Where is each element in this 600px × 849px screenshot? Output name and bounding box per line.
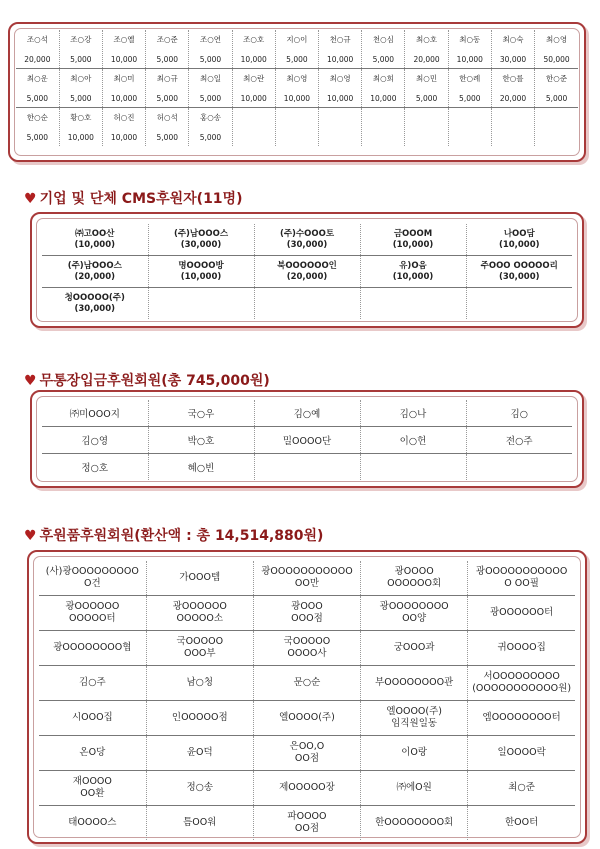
bank-transfer-name: 이○헌: [399, 436, 427, 447]
goods-donor-name: 광OOOOOO OOOOO소: [172, 601, 227, 624]
donor-amount: 5,000: [199, 54, 222, 64]
goods-donor-name: 엘OOOO(주): [279, 712, 335, 723]
donor-cell: [362, 69, 405, 108]
goods-donation-cell: [146, 771, 253, 806]
donor-amount: 20,000: [499, 93, 527, 103]
donor-amount: 5,000: [70, 54, 92, 64]
donor-name: 최○일: [199, 73, 221, 83]
donor-cell: [16, 69, 59, 108]
goods-donation-cell: [253, 701, 360, 736]
corporate-amount: (30,000): [74, 303, 116, 314]
donor-name: 조○강: [70, 34, 92, 44]
bank-transfer-name: 정○호: [81, 463, 109, 474]
goods-donor-name: 김○주: [79, 677, 106, 688]
donor-amount: 5,000: [372, 54, 395, 64]
donor-amount: 10,000: [283, 93, 311, 103]
bank-transfer-table: [42, 400, 572, 480]
corporate-cell: [42, 288, 148, 320]
donor-cell: [16, 30, 59, 69]
donor-amount: 5,000: [156, 132, 178, 142]
individual-donors-table: [16, 30, 578, 146]
corporate-name: 주OOO OOOOO리: [480, 260, 558, 271]
goods-donation-cell: [468, 596, 575, 631]
donor-cell: [535, 69, 578, 108]
goods-donation-cell: [468, 736, 575, 771]
heart-icon: ♥: [24, 191, 37, 207]
corporate-name: 금OOOM: [393, 228, 433, 239]
donor-cell: [362, 108, 405, 147]
goods-donor-name: 광OOOOOO터: [490, 607, 554, 618]
bank-transfer-cell: [148, 400, 254, 427]
donor-cell: [405, 108, 448, 147]
corporate-name: 청OOOOO(주): [64, 292, 125, 303]
donor-name: 조○호: [243, 34, 265, 44]
donor-amount: 10,000: [370, 93, 397, 103]
donor-name: 허○진: [113, 112, 135, 122]
goods-donation-cell: [253, 596, 360, 631]
corporate-amount: (20,000): [286, 271, 328, 282]
donor-name: 최○아: [70, 73, 92, 83]
bank-transfer-section-title: [24, 370, 270, 390]
goods-donation-cell: [468, 561, 575, 596]
donor-amount: 5,000: [26, 132, 49, 142]
bank-transfer-cell: [466, 400, 572, 427]
goods-donation-cell: [39, 631, 146, 666]
donor-cell: [275, 69, 318, 108]
corporate-title-text: 기업 및 단체 CMS후원자(11명): [39, 191, 243, 207]
goods-donation-cell: [39, 771, 146, 806]
donor-name: 최○희: [372, 73, 394, 83]
bank-transfer-cell: [254, 400, 360, 427]
donor-cell: [102, 69, 145, 108]
goods-donor-name: 인OOOOO점: [171, 712, 228, 723]
goods-donation-cell: [361, 806, 468, 841]
donor-name: 천○심: [372, 34, 394, 44]
donor-name: 최○영: [329, 73, 351, 83]
donor-amount: 5,000: [459, 93, 481, 103]
donor-amount: 5,000: [70, 93, 92, 103]
donor-cell: [189, 108, 232, 147]
donor-name: 최○민: [416, 73, 438, 83]
donor-cell: [319, 30, 362, 69]
donor-cell: [319, 69, 362, 108]
corporate-cell: [148, 256, 254, 288]
goods-donation-row: [39, 561, 575, 596]
donor-row: [16, 30, 578, 69]
corporate-donors-table: [42, 224, 572, 319]
bank-transfer-cell: [42, 454, 148, 481]
donor-cell: [232, 69, 275, 108]
goods-donor-name: 서OOOOOOOOO (OOOOOOOOOOO원): [472, 671, 572, 694]
corporate-cell: [148, 288, 254, 320]
goods-donor-name: 가OOO템: [179, 572, 221, 583]
donor-name: 조○석: [26, 34, 48, 44]
donor-cell: [59, 108, 102, 147]
goods-donation-cell: [361, 631, 468, 666]
goods-donor-name: 정○송: [186, 782, 214, 793]
donor-row: [16, 108, 578, 147]
corporate-name: (주)수OOO토: [279, 228, 335, 239]
goods-donor-name: 궁OOO과: [393, 642, 435, 653]
goods-donation-cell: [361, 701, 468, 736]
goods-donor-name: 이O랑: [401, 747, 428, 758]
goods-donation-cell: [39, 701, 146, 736]
corporate-name: 유)O음: [399, 260, 427, 271]
individual-donors-box: [8, 22, 586, 162]
corporate-row: [42, 288, 572, 320]
goods-donation-box: [27, 550, 587, 844]
corporate-cell: [254, 224, 360, 256]
goods-donor-name: 윤O덕: [186, 747, 213, 758]
donor-amount: 5,000: [199, 132, 222, 142]
goods-donor-name: 광OOOOOOOO OO양: [379, 601, 449, 624]
bank-transfer-cell: [360, 454, 466, 481]
donor-name: 최○란: [243, 73, 265, 83]
goods-donation-cell: [146, 631, 253, 666]
goods-donor-name: ㈜에O원: [396, 782, 432, 793]
donor-name: 황○호: [70, 112, 92, 122]
donor-amount: 50,000: [543, 54, 570, 64]
goods-donation-cell: [39, 666, 146, 701]
donor-cell: [59, 30, 102, 69]
goods-donor-name: 광OOOO OOOOOO회: [387, 566, 442, 589]
goods-donation-cell: [253, 666, 360, 701]
corporate-cell: [42, 224, 148, 256]
goods-donation-cell: [468, 771, 575, 806]
donor-cell: [189, 30, 232, 69]
donor-name: 최○동: [459, 34, 481, 44]
goods-donation-cell: [253, 806, 360, 841]
goods-donor-name: 재OOOO OO환: [72, 776, 112, 799]
bank-transfer-name: ㈜미OOO지: [69, 409, 120, 420]
goods-donor-name: 최○준: [508, 782, 535, 793]
goods-donation-cell: [39, 736, 146, 771]
bank-transfer-row: [42, 454, 572, 481]
goods-donation-cell: [468, 666, 575, 701]
goods-donor-name: 시OOO집: [71, 712, 113, 723]
donor-cell: [146, 69, 189, 108]
corporate-cell: [360, 224, 466, 256]
corporate-name: (주)남OOO스: [173, 228, 229, 239]
donor-name: 최○호: [416, 34, 438, 44]
corporate-name: ㈜고OO산: [75, 228, 115, 239]
corporate-amount: (10,000): [392, 271, 434, 282]
corporate-amount: (10,000): [74, 239, 116, 250]
goods-donor-name: 부OOOOOOOO관: [375, 677, 454, 688]
donor-amount: 5,000: [415, 93, 438, 103]
goods-donation-row: [39, 736, 575, 771]
heart-icon: ♥: [24, 373, 37, 389]
donor-cell: [405, 30, 448, 69]
donor-amount: 20,000: [413, 54, 440, 64]
goods-donation-cell: [468, 701, 575, 736]
donor-amount: 30,000: [499, 54, 527, 64]
bank-transfer-name: 김○예: [293, 409, 321, 420]
goods-donor-name: 엠OOOOOOOO터: [482, 712, 561, 723]
goods-donation-cell: [361, 666, 468, 701]
donor-cell: [491, 108, 534, 147]
bank-transfer-name: 김○: [510, 409, 528, 420]
goods-donation-row: [39, 631, 575, 666]
donor-cell: [405, 69, 448, 108]
donor-amount: 10,000: [456, 54, 483, 64]
goods-donation-cell: [146, 806, 253, 841]
goods-donation-row: [39, 771, 575, 806]
corporate-cell: [42, 256, 148, 288]
donor-cell: [448, 30, 491, 69]
donor-name: 최○미: [113, 73, 135, 83]
bank-transfer-name: 박○호: [187, 436, 215, 447]
goods-donor-name: 틈OO워: [183, 817, 217, 828]
donor-cell: [491, 69, 534, 108]
goods-donation-cell: [361, 736, 468, 771]
goods-donor-name: 일OOOO락: [497, 747, 546, 758]
goods-donation-cell: [253, 561, 360, 596]
goods-donor-name: (사)광OOOOOOOOO O건: [45, 566, 139, 589]
goods-donation-cell: [146, 736, 253, 771]
goods-donation-row: [39, 701, 575, 736]
donor-amount: 10,000: [240, 54, 267, 64]
donor-name: 홍○송: [199, 112, 221, 122]
donor-name: 최○숙: [502, 34, 524, 44]
donor-name: 최○운: [26, 73, 48, 83]
goods-donation-cell: [361, 596, 468, 631]
goods-donor-name: 엘OOOO(주) 임직원일동: [386, 706, 442, 729]
donor-cell: [491, 30, 534, 69]
donor-name: 조○연: [199, 34, 221, 44]
corporate-name: 북OOOOOO인: [277, 260, 337, 271]
goods-donation-cell: [39, 596, 146, 631]
corporate-cell: [148, 224, 254, 256]
goods-donation-cell: [361, 771, 468, 806]
goods-donor-name: 국OOOOO OOOO사: [283, 636, 331, 659]
donor-name: 한○준: [546, 73, 568, 83]
corporate-cell: [254, 256, 360, 288]
goods-donation-cell: [253, 631, 360, 666]
goods-donor-name: 국OOOOO OOO부: [176, 636, 224, 659]
goods-donation-cell: [146, 596, 253, 631]
donor-name: 최○영: [286, 73, 308, 83]
donor-amount: 10,000: [110, 132, 138, 142]
bank-transfer-name: 국○우: [187, 409, 215, 420]
bank-transfer-name: 전○주: [505, 436, 533, 447]
corporate-cell: [466, 256, 572, 288]
goods-donor-name: 한OO터: [504, 817, 539, 828]
goods-donation-row: [39, 806, 575, 841]
goods-donation-cell: [468, 806, 575, 841]
corporate-amount: (30,000): [180, 239, 222, 250]
donor-name: 한○례: [459, 73, 481, 83]
goods-donor-name: 한OOOOOOOO회: [375, 817, 454, 828]
donor-cell: [232, 108, 275, 147]
donor-amount: 5,000: [545, 93, 568, 103]
goods-donor-name: 남○청: [186, 677, 214, 688]
donor-cell: [232, 30, 275, 69]
goods-donation-cell: [146, 666, 253, 701]
bank-transfer-cell: [42, 400, 148, 427]
goods-donor-name: 광OOOOOOOOOOO O OO필: [475, 566, 568, 589]
donor-name: 허○석: [156, 112, 178, 122]
donor-cell: [362, 30, 405, 69]
donor-cell: [535, 108, 578, 147]
goods-donor-name: 문○순: [293, 677, 321, 688]
bank-transfer-cell: [360, 400, 466, 427]
corporate-amount: (10,000): [498, 239, 540, 250]
donor-amount: 20,000: [24, 54, 51, 64]
donor-row: [16, 69, 578, 108]
bank-transfer-cell: [360, 427, 466, 454]
donor-amount: 10,000: [110, 93, 138, 103]
donor-cell: [448, 69, 491, 108]
goods-section-title: [24, 525, 323, 545]
corporate-amount: (10,000): [392, 239, 434, 250]
donor-amount: 5,000: [199, 93, 222, 103]
donor-name: 천○규: [329, 34, 351, 44]
heart-icon: ♥: [24, 528, 37, 544]
goods-donation-cell: [146, 701, 253, 736]
donor-cell: [275, 30, 318, 69]
goods-donation-cell: [361, 561, 468, 596]
goods-donor-name: 제OOOOO장: [279, 782, 335, 793]
bank-transfer-row: [42, 427, 572, 454]
goods-donor-name: 파OOOO OO점: [287, 811, 327, 834]
donor-name: 한○순: [26, 112, 48, 122]
goods-donation-row: [39, 666, 575, 701]
donor-cell: [102, 108, 145, 147]
goods-donor-name: 은OO,O OO점: [289, 741, 325, 764]
corporate-cell: [360, 256, 466, 288]
goods-donation-cell: [39, 806, 146, 841]
goods-donation-cell: [39, 561, 146, 596]
donor-amount: 10,000: [110, 54, 138, 64]
donor-cell: [535, 30, 578, 69]
bank-transfer-cell: [254, 427, 360, 454]
donor-name: 조○옐: [113, 34, 135, 44]
corporate-row: [42, 224, 572, 256]
donor-name: 최○영: [546, 34, 568, 44]
donor-cell: [448, 108, 491, 147]
donor-name: 최○규: [156, 73, 178, 83]
corporate-name: 명OOOO방: [178, 260, 224, 271]
donor-cell: [319, 108, 362, 147]
donor-amount: 5,000: [26, 93, 49, 103]
donor-cell: [146, 30, 189, 69]
goods-title-text: 후원품후원회원(환산액 : 총 14,514,880원): [39, 528, 324, 544]
donor-cell: [189, 69, 232, 108]
donor-name: 조○준: [156, 34, 178, 44]
bank-transfer-cell: [254, 454, 360, 481]
donor-amount: 10,000: [327, 54, 354, 64]
donor-cell: [146, 108, 189, 147]
corporate-amount: (20,000): [74, 271, 116, 282]
goods-donation-table: [39, 561, 575, 840]
corporate-name: 나OO담: [503, 228, 535, 239]
corporate-row: [42, 256, 572, 288]
corporate-cell: [254, 288, 360, 320]
donor-amount: 5,000: [286, 54, 308, 64]
bank-transfer-name: 김○나: [399, 409, 427, 420]
donor-amount: 5,000: [156, 93, 178, 103]
goods-donor-name: 광OOOOOOOO협: [53, 642, 132, 653]
goods-donation-row: [39, 596, 575, 631]
bank-transfer-cell: [42, 427, 148, 454]
corporate-amount: (30,000): [286, 239, 328, 250]
goods-donor-name: 광OOOOOO OOOOO터: [65, 601, 120, 624]
donor-amount: 10,000: [67, 132, 94, 142]
bank-transfer-box: [30, 390, 584, 488]
goods-donation-cell: [146, 561, 253, 596]
bank-transfer-cell: [466, 427, 572, 454]
donor-cell: [102, 30, 145, 69]
corporate-cell: [466, 288, 572, 320]
donor-name: 지○이: [286, 34, 308, 44]
corporate-cell: [466, 224, 572, 256]
corporate-name: (주)남OOO스: [67, 260, 122, 271]
donor-amount: 10,000: [327, 93, 354, 103]
donor-name: 한○를: [502, 73, 524, 83]
goods-donor-name: 태OOOO스: [68, 817, 117, 828]
donor-cell: [59, 69, 102, 108]
bank-transfer-cell: [148, 427, 254, 454]
goods-donor-name: 광OOO OOO점: [291, 601, 323, 624]
donor-cell: [16, 108, 59, 147]
goods-donor-name: 광OOOOOOOOOOO OO만: [261, 566, 353, 589]
corporate-section-title: [24, 188, 242, 208]
bank-transfer-title-text: 무통장입금후원회원(총 745,000원): [39, 373, 270, 389]
bank-transfer-name: 혜○빈: [187, 463, 215, 474]
goods-donor-name: 귀OOOO집: [497, 642, 546, 653]
donor-amount: 10,000: [240, 93, 267, 103]
goods-donation-cell: [253, 771, 360, 806]
goods-donation-cell: [468, 631, 575, 666]
corporate-donors-box: [30, 212, 584, 328]
donor-cell: [275, 108, 318, 147]
bank-transfer-cell: [148, 454, 254, 481]
donor-amount: 5,000: [156, 54, 178, 64]
bank-transfer-cell: [466, 454, 572, 481]
bank-transfer-name: 밀OOOO단: [282, 436, 332, 447]
corporate-amount: (30,000): [498, 271, 540, 282]
bank-transfer-name: 김○영: [81, 436, 109, 447]
corporate-amount: (10,000): [180, 271, 222, 282]
bank-transfer-row: [42, 400, 572, 427]
goods-donor-name: 온O당: [79, 747, 106, 758]
goods-donation-cell: [253, 736, 360, 771]
corporate-cell: [360, 288, 466, 320]
